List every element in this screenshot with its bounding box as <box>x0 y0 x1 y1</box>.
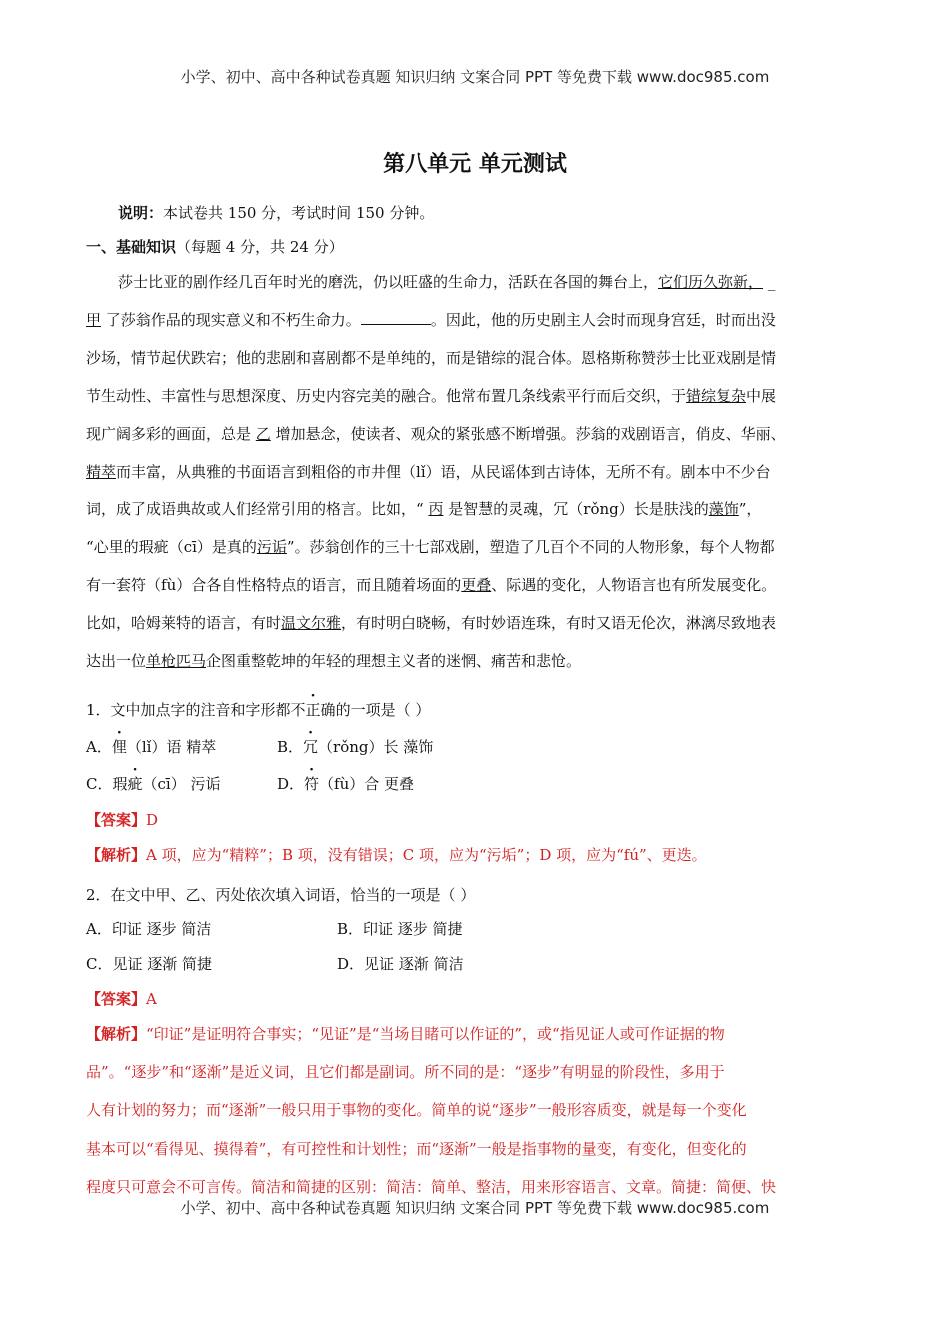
text: 有一套 <box>86 576 132 594</box>
passage-line <box>86 309 876 330</box>
question-stem: 2．在文中甲、乙、丙处依次填入词语，恰当的一项是（ ） <box>86 886 476 904</box>
dotted-char: 俚 <box>111 738 127 756</box>
option-text: （lǐ）语 精萃 <box>126 738 217 756</box>
underlined-text: 藻饰 <box>708 500 739 518</box>
analysis-line: 程度只可意会不可言传。简洁和简捷的区别：简洁：简单、整洁，用来形容语言、文章。简捷：简便、快 <box>86 1178 777 1196</box>
underlined-text: 单枪匹马 <box>146 652 207 670</box>
option-c <box>86 773 220 794</box>
passage-line: 沙场，情节起伏跌宕；他的悲剧和喜剧都不是单纯的，而是错综的混合体。恩格斯称赞莎士比亚戏剧是情 <box>86 349 777 367</box>
text: 符 <box>131 576 147 594</box>
option-label: C． <box>86 775 113 793</box>
passage-line <box>86 650 876 671</box>
analysis-line: 品”。“逐步”和“逐渐”是近义词，且它们都是副词。所不同的是：“逐步”有明显的阶段性，多用于 <box>86 1063 725 1081</box>
instructions <box>118 202 908 223</box>
text: （rǒng）长是肤浅的 <box>568 500 709 518</box>
text: （cī）是真的 <box>168 538 257 556</box>
underlined-text: 它们历久弥新， <box>658 273 764 291</box>
underlined-text: 温文尔雅 <box>281 614 342 632</box>
option-c: C．见证 逐渐 简捷 <box>86 955 213 973</box>
section-note: （每题 4 分，共 24 分） <box>176 238 344 256</box>
blank-marker: _ <box>767 273 776 291</box>
answer <box>86 809 876 830</box>
underlined-text: 更叠 <box>461 576 492 594</box>
analysis <box>86 1023 876 1044</box>
text: 节生动性、丰富性与思想深度、历史内容完美的融合。他常布置几条线索平行而后交织，于 <box>86 387 687 405</box>
text: “心里的 <box>86 538 139 556</box>
text: 冗 <box>553 500 569 518</box>
answer <box>86 988 876 1009</box>
question-stem <box>86 699 876 720</box>
passage-line <box>86 498 876 519</box>
text: 的一项是（ ） <box>335 701 431 719</box>
passage-line <box>86 574 876 595</box>
answer-label: 【答案】 <box>86 990 147 1008</box>
underlined-text: 错综复杂 <box>686 387 747 405</box>
option-b <box>277 736 433 757</box>
blank-line <box>361 310 431 325</box>
text: 而丰富，从典雅的书面语言到粗俗的市井 <box>116 463 387 481</box>
text: 词，成了成语典故或人们经常引用的格言。比如，“ <box>86 500 424 518</box>
text: 现广阔多彩的画面，总是 <box>86 425 252 443</box>
option-text: （cī） 污诟 <box>142 775 221 793</box>
blank-yi: 乙 <box>255 425 271 443</box>
passage-line <box>86 536 876 557</box>
answer-value: D <box>146 811 159 829</box>
passage-line <box>86 385 876 406</box>
text: 了莎翁作品的现实意义和不朽生命力。 <box>105 311 361 329</box>
analysis-line: 基本可以“看得见、摸得着”，有可控性和计划性；而“逐渐”一般是指事物的量变，有变化，但变化的 <box>86 1140 747 1158</box>
dotted-char: 符 <box>304 775 320 793</box>
analysis-line: 人有计划的努力；而“逐渐”一般只用于事物的变化。简单的说“逐步”一般形容质变，就是每一个变化 <box>86 1101 747 1119</box>
option-d <box>277 773 414 794</box>
text: 瑕疵 <box>138 538 169 556</box>
text: 莎士比亚的剧作经几百年时光的磨洗，仍以旺盛的生命力，活跃在各国的舞台上， <box>118 273 659 291</box>
emphasis-text <box>291 701 336 719</box>
option-label: D． <box>277 775 305 793</box>
page-header: 小学、初中、高中各种试卷真题 知识归纳 文案合同 PPT 等免费下载 www.doc985.com <box>180 68 770 86</box>
option-text: （rǒng）长 藻饰 <box>318 738 434 756</box>
option-a <box>86 736 216 757</box>
section-title: 一、基础知识 <box>86 238 177 256</box>
option-b: B．印证 逐步 简捷 <box>337 920 463 938</box>
analysis-text: A 项，应为“精粹”；B 项，没有错误；C 项，应为“污垢”；D 项，应为“fú”、更迭。 <box>146 846 707 864</box>
passage-line <box>86 423 876 444</box>
passage-line <box>118 271 908 292</box>
text: 是智慧的灵魂， <box>448 500 554 518</box>
answer-label: 【答案】 <box>86 811 147 829</box>
analysis <box>86 844 876 865</box>
page-footer: 小学、初中、高中各种试卷真题 知识归纳 文案合同 PPT 等免费下载 www.doc985.com <box>180 1199 770 1217</box>
option-a: A．印证 逐步 简洁 <box>86 920 212 938</box>
analysis-label: 【解析】 <box>86 1025 147 1043</box>
section-heading <box>86 236 876 257</box>
text: 1．文中加点字的注音和字形都 <box>86 701 291 719</box>
analysis-label: 【解析】 <box>86 846 147 864</box>
option-text: 瑕 <box>112 775 128 793</box>
underlined-text: 精萃 <box>86 463 117 481</box>
text: （fù）合各自性格特点的语言，而且随着场面的 <box>146 576 462 594</box>
option-label: A． <box>86 738 112 756</box>
instructions-text: 本试卷共 150 分，考试时间 150 分钟。 <box>163 204 435 222</box>
page-title: 第八单元 单元测试 <box>383 152 567 177</box>
text: 中展 <box>746 387 777 405</box>
text: ，有时明白晓畅，有时妙语连珠，有时又语无伦次，淋漓尽致地表 <box>341 614 777 632</box>
instructions-label: 说明： <box>118 204 164 222</box>
text: 比如，哈姆莱特的语言，有时 <box>86 614 282 632</box>
underlined-text: 污诟 <box>256 538 287 556</box>
answer-value: A <box>146 990 157 1008</box>
option-text: （fù）合 更叠 <box>319 775 415 793</box>
text: ”， <box>738 500 762 518</box>
passage-line <box>86 461 876 482</box>
text: 企图重整乾坤的年轻的理想主义者的迷惘、痛苦和悲怆。 <box>206 652 582 670</box>
text: 达出一位 <box>86 652 147 670</box>
dotted-char: 冗 <box>303 738 319 756</box>
text: ”。莎翁创作的三十七部戏剧，塑造了几百个不同的人物形象，每个人物都 <box>286 538 775 556</box>
text: 、际遇的变化，人物语言也有所发展变化。 <box>491 576 777 594</box>
blank-jia: 甲 <box>86 311 102 329</box>
option-d: D．见证 逐渐 简洁 <box>337 955 464 973</box>
text: 。因此，他的历史剧主人会时而现身宫廷，时而出没 <box>430 311 776 329</box>
text: 增加悬念，使读者、观众的紧张感不断增强。莎翁的戏剧语言，俏皮、华丽、 <box>275 425 786 443</box>
option-label: B． <box>277 738 304 756</box>
dotted-char: 疵 <box>127 775 143 793</box>
text: 不正确 <box>290 701 336 719</box>
text: （lǐ）语，从民谣体到古诗体，无所不有。剧本中不少台 <box>401 463 771 481</box>
passage-line <box>86 612 876 633</box>
blank-bing: 丙 <box>428 500 444 518</box>
text: 俚 <box>386 463 402 481</box>
analysis-text: “印证”是证明符合事实；“见证”是“当场目睹可以作证的”，或“指见证人或可作证据的物 <box>146 1025 725 1043</box>
